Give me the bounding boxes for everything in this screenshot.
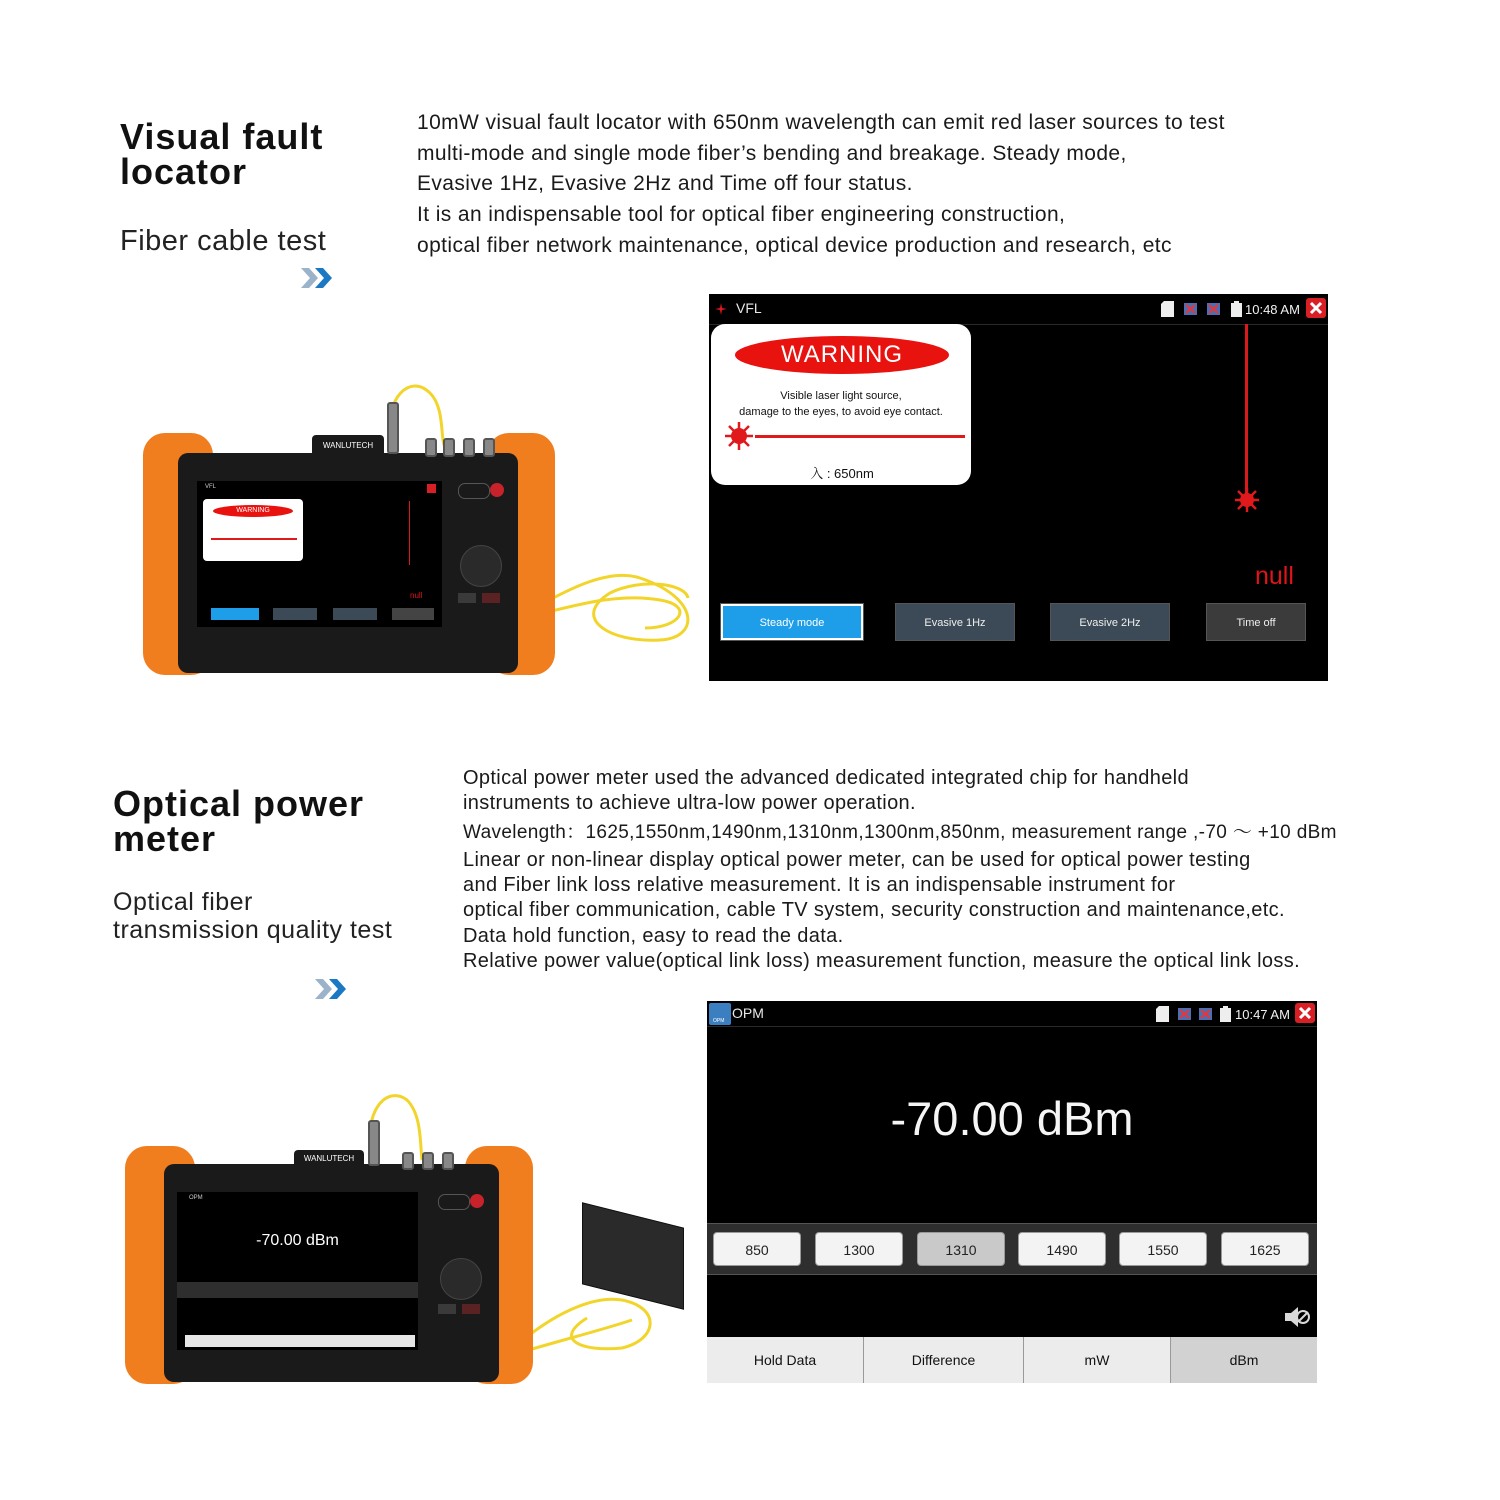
status-bar (709, 294, 1328, 325)
opm-title-line2: meter (113, 818, 217, 859)
device-keypad (454, 481, 506, 631)
device-laser-line (211, 538, 297, 540)
close-icon (1306, 298, 1326, 318)
opm-app-icon-label: OPM (713, 1018, 725, 1024)
opm-subtitle-line1: Optical fiber (113, 888, 253, 916)
device-mode-button (392, 608, 434, 620)
power-button-icon (490, 483, 504, 497)
close-icon (427, 484, 436, 493)
device-connector (443, 438, 455, 457)
device-screen (197, 481, 442, 627)
difference-button[interactable]: Difference (864, 1337, 1024, 1383)
warning-line2: damage to the eyes, to avoid eye contact. (739, 406, 943, 418)
laser-beam-line (755, 435, 965, 438)
status-time: 10:48 AM (1245, 302, 1300, 317)
opm-desc-line: and Fiber link loss relative measurement. It is an indispensable instrument for (463, 874, 1176, 897)
vfl-screen (709, 294, 1328, 681)
device-brand-label: WANLUTECH (294, 1150, 364, 1168)
vfl-title (120, 116, 324, 192)
device-null-text: null (410, 591, 423, 600)
dbm-button[interactable]: dBm (1171, 1337, 1317, 1383)
vfl-title-line1: Visual fault (120, 116, 324, 157)
network-icon (1207, 301, 1220, 317)
status-bar (707, 1001, 1317, 1027)
device-screen-title: OPM (189, 1195, 203, 1201)
evasive-1hz-button[interactable]: Evasive 1Hz (895, 603, 1015, 641)
steady-mode-label: Steady mode (723, 606, 861, 638)
device-connector (425, 438, 437, 457)
device-mode-button (333, 608, 377, 620)
opm-desc-line: Linear or non-linear display optical power meter, can be used for optical power testing (463, 848, 1251, 871)
evasive-2hz-button[interactable]: Evasive 2Hz (1050, 603, 1170, 641)
vfl-desc-line: It is an indispensable tool for optical fiber engineering construction, (417, 203, 1066, 227)
vfl-desc-line: optical fiber network maintenance, optical device production and research, etc (417, 233, 1172, 257)
opm-desc-line: Relative power value(optical link loss) measurement function, measure the optical link loss. (463, 950, 1301, 973)
close-button[interactable] (1295, 1003, 1315, 1023)
device-brand-label: WANLUTECH (312, 435, 384, 457)
laser-app-icon (715, 303, 727, 315)
close-icon (1295, 1003, 1315, 1023)
sd-card-icon (1156, 1006, 1169, 1022)
home-key-icon (438, 1304, 456, 1314)
opm-screen (707, 1001, 1317, 1383)
warning-line1: Visible laser light source, (780, 390, 902, 402)
opm-desc-line: Data hold function, easy to read the data. (463, 924, 844, 947)
device-connector (422, 1152, 434, 1170)
usb-icon (1184, 301, 1197, 317)
wavelength-850-button[interactable]: 850 (713, 1232, 801, 1266)
status-value: null (1255, 562, 1294, 590)
vfl-desc-line: Evasive 1Hz, Evasive 2Hz and Time off four status. (417, 172, 913, 196)
opm-desc-line: optical fiber communication, cable TV system, security construction and maintenance,etc. (463, 899, 1285, 922)
usb-icon (1178, 1006, 1191, 1022)
network-icon (1199, 1006, 1212, 1022)
opm-desc-line: Wavelength：1625,1550nm,1490nm,1310nm,1300nm,850nm, measurement range ,-70 ～ +10 dBm (463, 821, 1337, 843)
device-connector (368, 1120, 380, 1166)
laser-burst-icon (1233, 486, 1261, 514)
chevron-double-right-icon (301, 268, 335, 288)
wavelength-1490-button[interactable]: 1490 (1018, 1232, 1106, 1266)
device-warning-card (203, 499, 303, 561)
device-bottom-bar (185, 1335, 415, 1347)
sd-card-icon (1161, 301, 1174, 317)
chevron-double-right-icon (315, 979, 349, 999)
close-button[interactable] (1306, 298, 1326, 318)
vfl-desc-line: 10mW visual fault locator with 650nm wavelength can emit red laser sources to test (417, 111, 1225, 134)
opm-desc-line: Optical power meter used the advanced dedicated integrated chip for handheld (463, 767, 1189, 789)
device-screen (177, 1192, 418, 1350)
opm-device-photo (122, 1090, 702, 1390)
opm-desc-line: instruments to achieve ultra-low power operation. (463, 792, 916, 815)
device-speaker (458, 483, 490, 499)
wavelength-1300-button[interactable]: 1300 (815, 1232, 903, 1266)
mw-button[interactable]: mW (1024, 1337, 1171, 1383)
device-connector (387, 402, 399, 454)
vfl-title-line2: locator (120, 151, 248, 192)
opm-subtitle-line2: transmission quality test (113, 916, 393, 944)
opm-subtitle (113, 888, 392, 944)
warning-label: WARNING (735, 336, 949, 374)
device-connector (463, 438, 475, 457)
power-button-icon (470, 1194, 484, 1208)
device-connector (402, 1152, 414, 1170)
time-off-button[interactable]: Time off (1206, 603, 1306, 641)
laser-beam-vertical (1245, 324, 1248, 494)
wavelength-label: 入 : 650nm (810, 466, 874, 481)
device-connector (442, 1152, 454, 1170)
device-warning-label: WARNING (213, 505, 293, 517)
device-wavelength-bar (177, 1282, 418, 1298)
wavelength-bar (707, 1223, 1317, 1275)
vfl-description (417, 108, 1225, 262)
device-laser-vertical (409, 501, 410, 565)
wavelength-1625-button[interactable]: 1625 (1221, 1232, 1309, 1266)
opm-title-line1: Optical power (113, 783, 365, 824)
device-keypad (434, 1192, 486, 1342)
mute-speaker-icon[interactable] (1283, 1305, 1311, 1329)
vfl-subtitle: Fiber cable test (120, 225, 327, 257)
device-reading: -70.00 dBm (256, 1232, 339, 1249)
battery-icon (1219, 1006, 1232, 1022)
screen-title: OPM (732, 1005, 764, 1021)
device-dpad (440, 1258, 482, 1300)
home-key-icon (458, 593, 476, 603)
steady-mode-button[interactable] (720, 603, 864, 641)
hold-data-button[interactable]: Hold Data (707, 1337, 864, 1383)
device-key (482, 593, 500, 603)
opm-app-icon (709, 1003, 731, 1025)
device-mode-button (211, 608, 259, 620)
device-connector (483, 438, 495, 457)
status-time: 10:47 AM (1235, 1007, 1290, 1022)
vfl-device-photo (140, 378, 700, 683)
battery-icon (1230, 301, 1243, 317)
device-screen-title: VFL (205, 484, 217, 490)
laser-burst-icon (723, 420, 755, 452)
wavelength-1550-button[interactable]: 1550 (1119, 1232, 1207, 1266)
warning-card (711, 324, 971, 485)
opm-title (113, 783, 365, 859)
screen-title: VFL (736, 300, 762, 316)
device-mode-button (273, 608, 317, 620)
opm-description (463, 766, 1337, 974)
bottom-bar (707, 1337, 1317, 1383)
device-key (462, 1304, 480, 1314)
wavelength-1310-button[interactable]: 1310 (917, 1232, 1005, 1266)
device-speaker (438, 1194, 470, 1210)
device-dpad (460, 545, 502, 587)
power-reading: -70.00 dBm (890, 1092, 1134, 1145)
vfl-desc-line: multi-mode and single mode fiber’s bending and breakage. Steady mode, (417, 141, 1127, 165)
